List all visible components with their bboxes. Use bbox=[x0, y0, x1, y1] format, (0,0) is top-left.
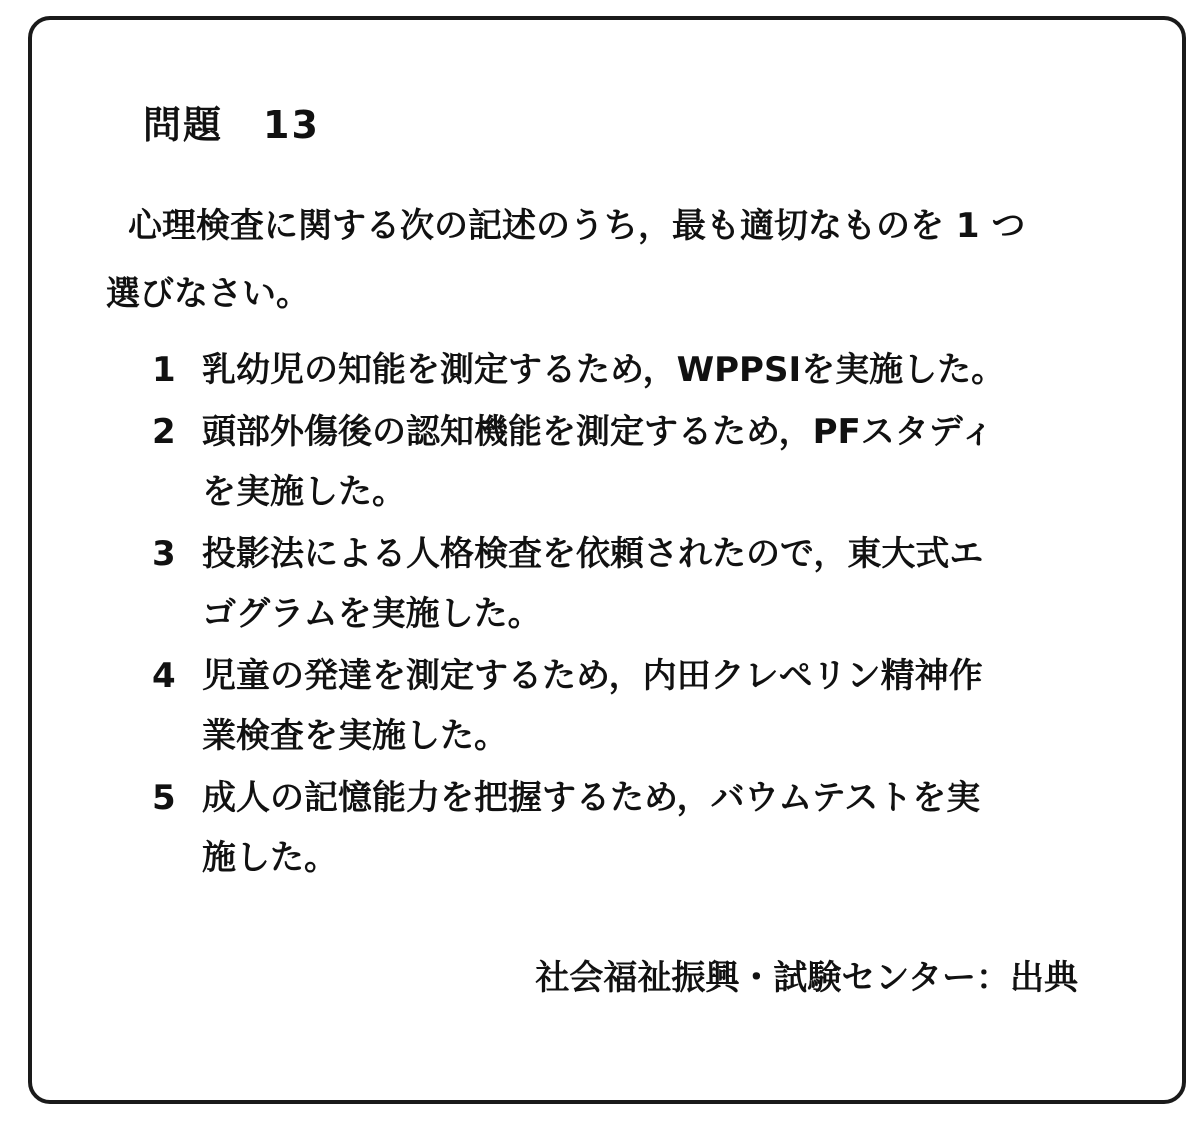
choice-number: 5 bbox=[152, 778, 176, 818]
choice-number: 1 bbox=[152, 350, 176, 390]
choice-text-line: を実施した。 bbox=[202, 472, 406, 512]
source-credit: 社会福祉振興・試験センター：出典 bbox=[535, 958, 1078, 998]
choice-text-line: 乳幼児の知能を測定するため，WPPSIを実施した。 bbox=[202, 350, 1006, 390]
choice-text-line: 頭部外傷後の認知機能を測定するため，PFスタディ bbox=[202, 412, 995, 452]
choice-text bbox=[202, 402, 1082, 522]
choice-3[interactable] bbox=[152, 524, 1082, 644]
problem-title: 問題 13 bbox=[143, 103, 320, 147]
question-line-2: 選びなさい。 bbox=[106, 274, 310, 314]
choice-1[interactable] bbox=[152, 340, 1082, 400]
choice-number: 2 bbox=[152, 412, 176, 452]
question-text bbox=[106, 192, 1106, 328]
choice-text bbox=[202, 524, 1082, 644]
choice-number: 4 bbox=[152, 656, 176, 696]
choice-text bbox=[202, 340, 1082, 400]
choice-text bbox=[202, 768, 1082, 888]
choice-text-line: 成人の記憶能力を把握するため，バウムテストを実 bbox=[202, 778, 981, 818]
question-line-1: 心理検査に関する次の記述のうち，最も適切なものを 1 つ bbox=[128, 206, 1026, 246]
choice-5[interactable] bbox=[152, 768, 1082, 888]
choice-list bbox=[152, 340, 1082, 890]
choice-text bbox=[202, 646, 1082, 766]
choice-text-line: 投影法による人格検査を依頼されたので，東大式エ bbox=[202, 534, 984, 574]
choice-text-line: ゴグラムを実施した。 bbox=[202, 594, 542, 634]
choice-text-line: 業検査を実施した。 bbox=[202, 716, 508, 756]
choice-text-line: 施した。 bbox=[202, 838, 338, 878]
choice-4[interactable] bbox=[152, 646, 1082, 766]
choice-text-line: 児童の発達を測定するため，内田クレペリン精神作 bbox=[202, 656, 983, 696]
choice-number: 3 bbox=[152, 534, 176, 574]
choice-2[interactable] bbox=[152, 402, 1082, 522]
